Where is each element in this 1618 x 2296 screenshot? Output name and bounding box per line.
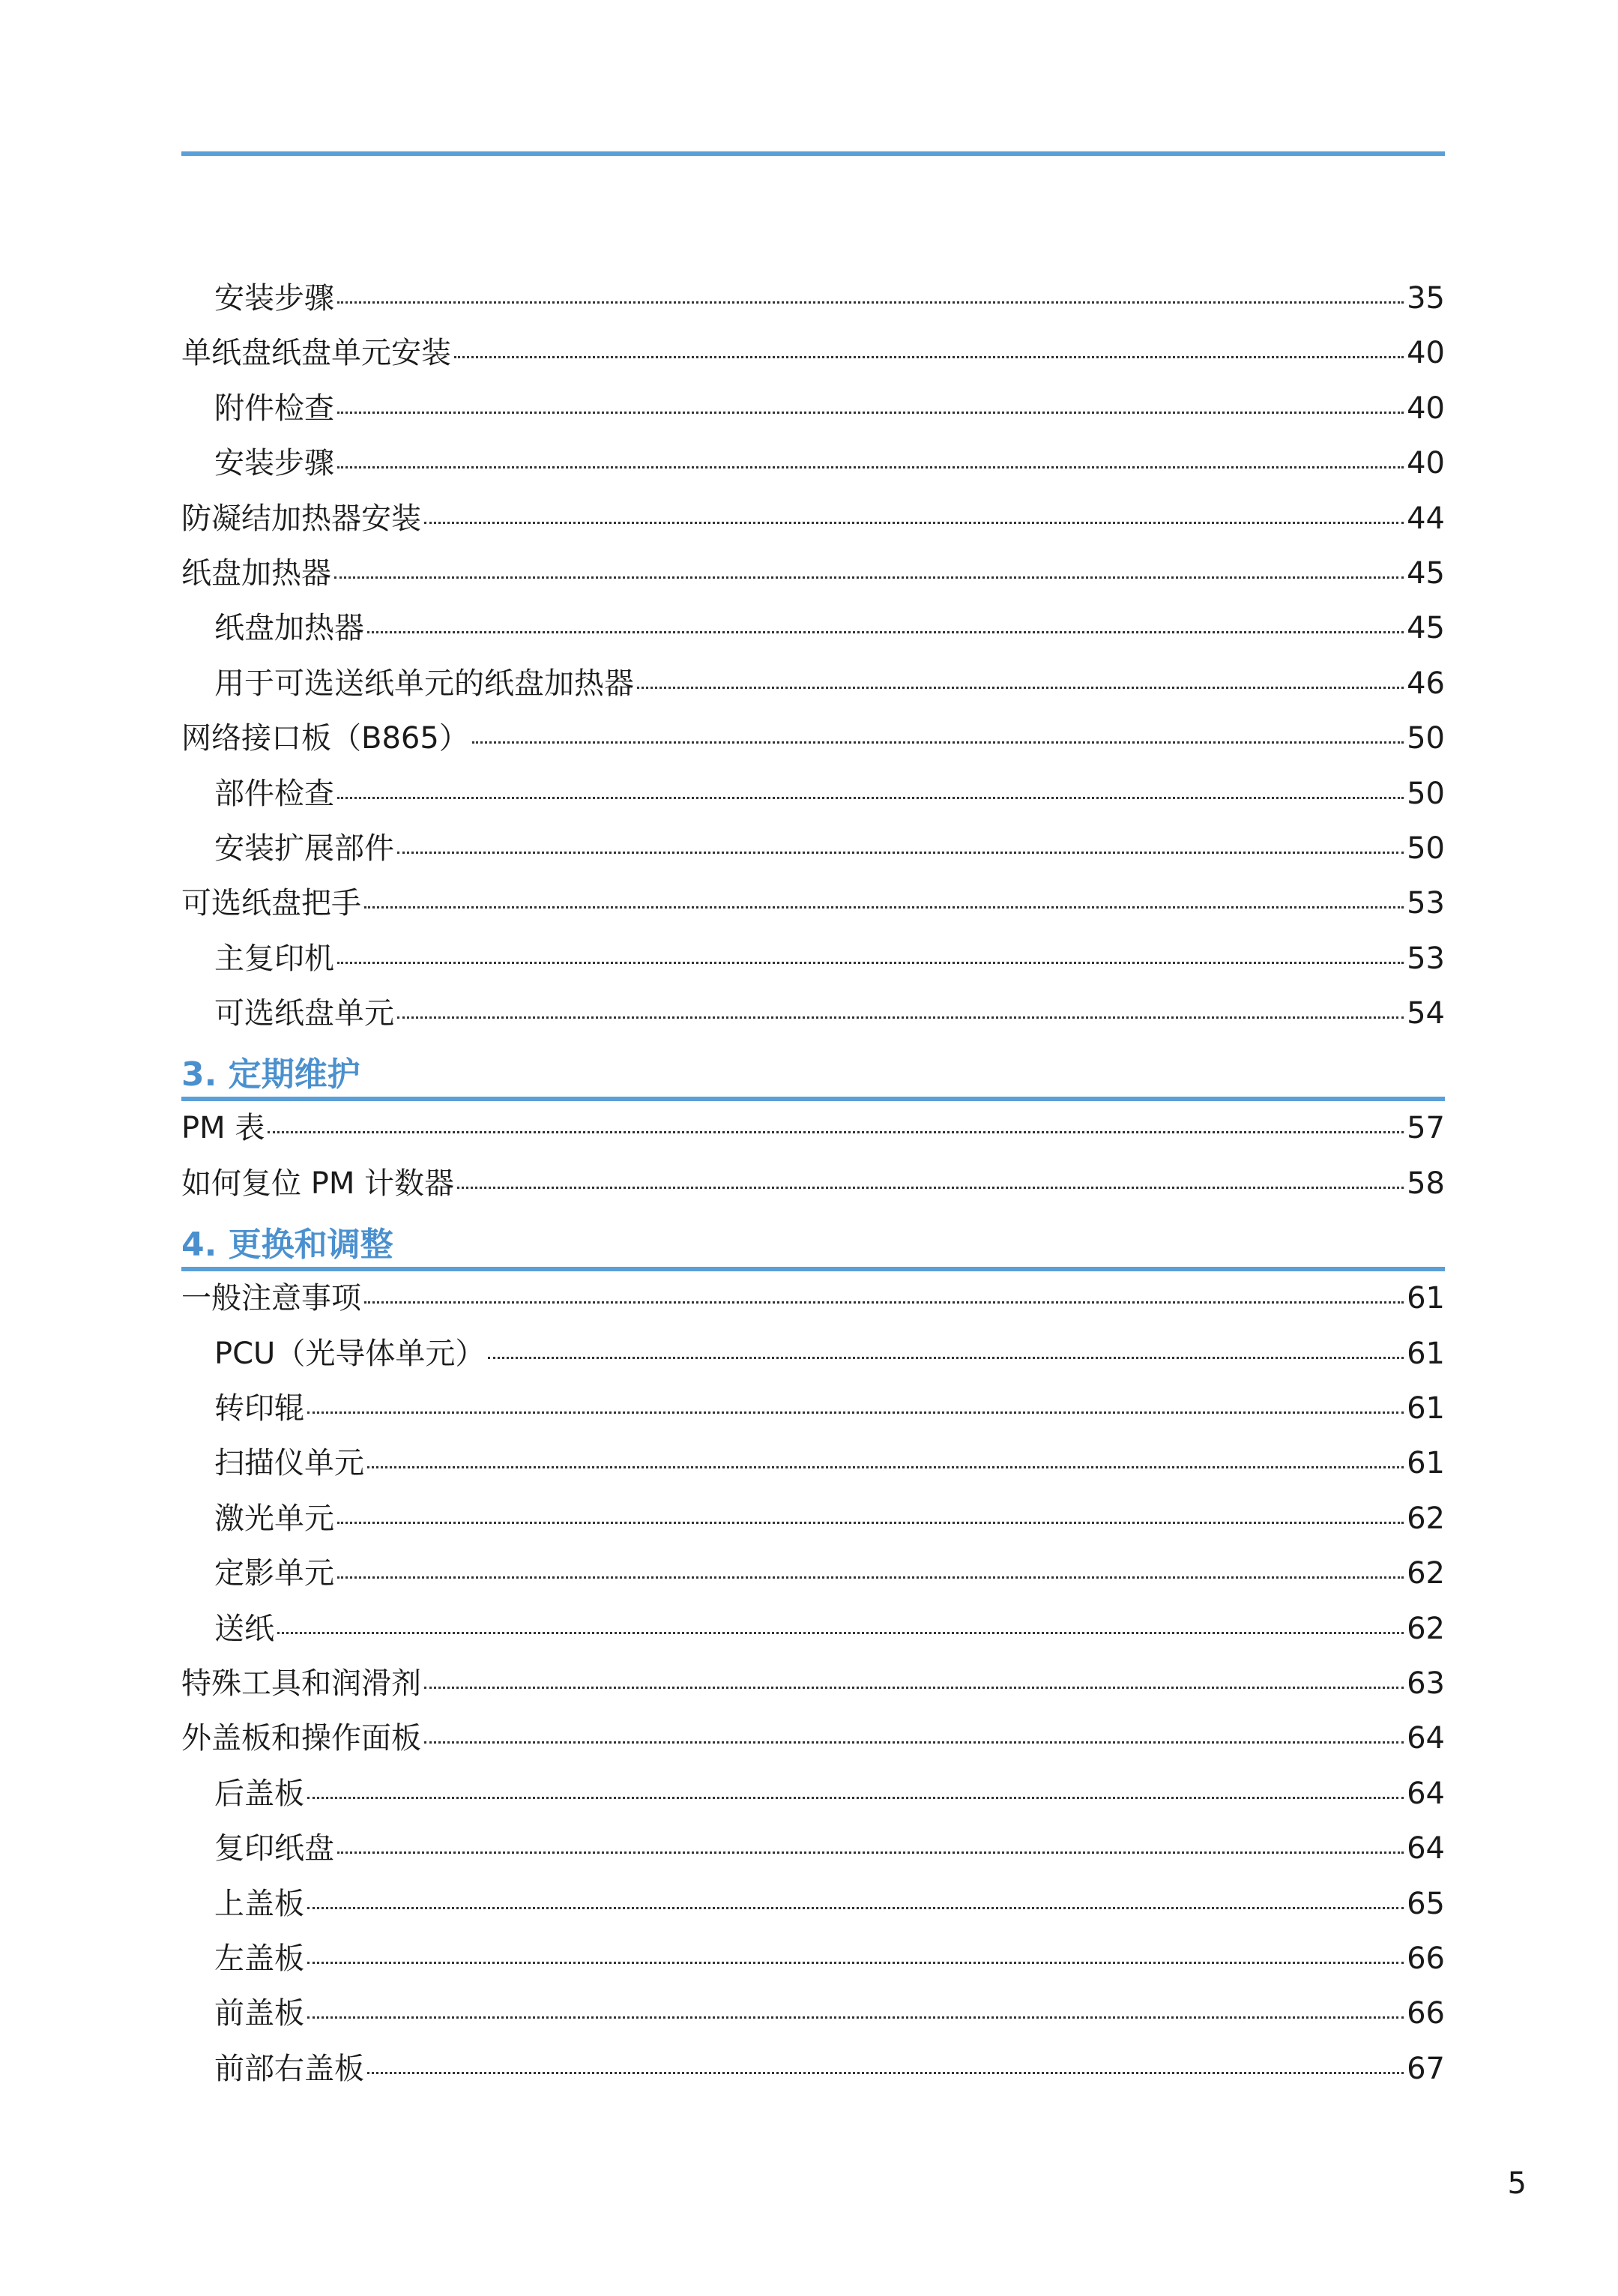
toc-entry-title: PM 表 [181, 1111, 265, 1146]
chapter-heading[interactable]: 4. 更换和调整 [181, 1211, 1445, 1271]
toc-entry-title: 外盖板和操作面板 [181, 1721, 421, 1756]
toc-entry[interactable] [181, 1101, 1445, 1156]
toc-entry-title: 后盖板 [214, 1776, 304, 1811]
toc-entry[interactable] [181, 1711, 1445, 1766]
toc-entry-page: 50 [1407, 776, 1445, 811]
toc-entry[interactable] [181, 546, 1445, 601]
toc-subentry[interactable] [181, 1986, 1445, 2041]
dot-leader [488, 1357, 1404, 1359]
dot-leader [307, 1962, 1404, 1964]
toc-entry[interactable] [181, 1271, 1445, 1326]
toc-entry-title: 送纸 [214, 1611, 274, 1646]
toc-entry-title: PCU（光导体单元） [214, 1336, 486, 1371]
toc-entry-page: 44 [1407, 501, 1445, 536]
toc-entry-page: 61 [1407, 1391, 1445, 1426]
toc-entry-page: 57 [1407, 1111, 1445, 1146]
toc-entry-title: 前盖板 [214, 1996, 304, 2031]
dot-leader [424, 1687, 1404, 1689]
toc-entry-page: 62 [1407, 1501, 1445, 1536]
toc-entry-title: 转印辊 [214, 1391, 304, 1426]
toc-entry-title: 纸盘加热器 [181, 555, 331, 591]
dot-leader [277, 1632, 1404, 1634]
toc-entry-title: 复印纸盘 [214, 1831, 334, 1866]
dot-leader [307, 1907, 1404, 1909]
toc-entry-page: 40 [1407, 336, 1445, 371]
dot-leader [397, 1016, 1404, 1019]
toc-entry-page: 40 [1407, 391, 1445, 426]
dot-leader [337, 1851, 1404, 1854]
toc-entry-page: 46 [1407, 666, 1445, 701]
toc-entry-page: 64 [1407, 1831, 1445, 1866]
dot-leader [337, 962, 1404, 964]
toc-entry-page: 45 [1407, 555, 1445, 591]
toc-entry-page: 50 [1407, 831, 1445, 866]
dot-leader [337, 301, 1404, 304]
toc-entry-page: 61 [1407, 1446, 1445, 1481]
toc-entry-title: 扫描仪单元 [214, 1446, 364, 1481]
dot-leader [337, 466, 1404, 468]
dot-leader [337, 797, 1404, 799]
toc-subentry[interactable] [181, 382, 1445, 436]
dot-leader [424, 522, 1404, 524]
toc-subentry[interactable] [181, 1822, 1445, 1876]
toc-entry-page: 54 [1407, 996, 1445, 1031]
toc-entry-title: 左盖板 [214, 1941, 304, 1976]
toc-subentry[interactable] [181, 986, 1445, 1041]
toc-subentry[interactable] [181, 1767, 1445, 1822]
toc-entry-page: 61 [1407, 1336, 1445, 1371]
toc-entry-page: 66 [1407, 1996, 1445, 2031]
toc-entry-page: 65 [1407, 1886, 1445, 1921]
toc-entry[interactable] [181, 1157, 1445, 1211]
toc-entry-page: 61 [1407, 1281, 1445, 1316]
toc-entry-title: 安装扩展部件 [214, 831, 394, 866]
dot-leader [268, 1131, 1404, 1133]
dot-leader [367, 1466, 1404, 1468]
dot-leader [364, 906, 1404, 909]
toc-entry-title: 特殊工具和润滑剂 [181, 1666, 421, 1701]
toc-entry-title: 附件检查 [214, 391, 334, 426]
toc-entry-page: 67 [1407, 2051, 1445, 2086]
toc-entry-page: 63 [1407, 1666, 1445, 1701]
toc-entry-title: 可选纸盘单元 [214, 996, 394, 1031]
dot-leader [337, 1576, 1404, 1579]
toc-entry-page: 62 [1407, 1611, 1445, 1646]
toc-entry-title: 一般注意事项 [181, 1281, 361, 1316]
toc-entry-page: 45 [1407, 611, 1445, 646]
page-number: 5 [1507, 2166, 1527, 2201]
toc-entry-title: 安装步骤 [214, 446, 334, 481]
toc-entry[interactable] [181, 492, 1445, 546]
header-rule [181, 151, 1445, 156]
toc-entry-page: 62 [1407, 1556, 1445, 1591]
dot-leader [472, 741, 1404, 744]
toc-subentry[interactable] [181, 932, 1445, 986]
toc-entry-page: 66 [1407, 1941, 1445, 1976]
toc-entry-page: 53 [1407, 886, 1445, 921]
toc-subentry[interactable] [181, 436, 1445, 491]
toc-entry-page: 50 [1407, 721, 1445, 756]
toc-entry-title: 可选纸盘把手 [181, 886, 361, 921]
toc-subentry[interactable] [181, 657, 1445, 711]
toc-subentry[interactable] [181, 1436, 1445, 1491]
toc-entry-page: 35 [1407, 281, 1445, 316]
toc-entry[interactable] [181, 711, 1445, 766]
toc-entry-page: 64 [1407, 1721, 1445, 1756]
toc-entry-page: 64 [1407, 1776, 1445, 1811]
toc-subentry[interactable] [181, 1492, 1445, 1546]
toc-entry-title: 单纸盘纸盘单元安装 [181, 336, 451, 371]
toc-entry-page: 53 [1407, 941, 1445, 976]
toc-subentry[interactable] [181, 1877, 1445, 1932]
dot-leader [337, 412, 1404, 414]
dot-leader [424, 1741, 1404, 1744]
toc-entry-title: 纸盘加热器 [214, 611, 364, 646]
toc-entry-title: 部件检查 [214, 776, 334, 811]
toc-entry-title: 防凝结加热器安装 [181, 501, 421, 536]
toc-entry-title: 前部右盖板 [214, 2051, 364, 2086]
dot-leader [364, 1301, 1404, 1304]
toc-subentry[interactable] [181, 1381, 1445, 1436]
toc-entry-title: 用于可选送纸单元的纸盘加热器 [214, 666, 634, 701]
toc-subentry[interactable] [181, 1602, 1445, 1657]
dot-leader [457, 1187, 1404, 1189]
toc-subentry[interactable] [181, 1546, 1445, 1601]
dot-leader [367, 631, 1404, 633]
toc-entry-title: 主复印机 [214, 941, 334, 976]
dot-leader [397, 852, 1404, 854]
toc-subentry[interactable] [181, 1932, 1445, 1986]
toc-subentry[interactable] [181, 822, 1445, 876]
dot-leader [454, 356, 1404, 358]
toc-entry-title: 如何复位 PM 计数器 [181, 1166, 455, 1201]
dot-leader [334, 576, 1404, 579]
toc-subentry[interactable] [181, 271, 1445, 326]
toc-subentry[interactable] [181, 2042, 1445, 2097]
dot-leader [337, 1522, 1404, 1524]
toc-entry-title: 网络接口板（B865） [181, 721, 469, 756]
toc-entry[interactable] [181, 326, 1445, 381]
dot-leader [367, 2072, 1404, 2074]
toc-entry-title: 上盖板 [214, 1886, 304, 1921]
dot-leader [307, 1411, 1404, 1414]
toc-entry[interactable] [181, 876, 1445, 931]
toc-entry-page: 40 [1407, 446, 1445, 481]
dot-leader [307, 2016, 1404, 2019]
table-of-contents [181, 271, 1445, 2097]
toc-subentry[interactable] [181, 767, 1445, 822]
toc-entry-title: 激光单元 [214, 1501, 334, 1536]
toc-entry-page: 58 [1407, 1166, 1445, 1201]
toc-subentry[interactable] [181, 1327, 1445, 1381]
toc-entry-title: 安装步骤 [214, 281, 334, 316]
toc-entry[interactable] [181, 1657, 1445, 1711]
chapter-heading[interactable]: 3. 定期维护 [181, 1041, 1445, 1101]
toc-subentry[interactable] [181, 601, 1445, 656]
dot-leader [637, 687, 1404, 689]
dot-leader [307, 1797, 1404, 1799]
toc-entry-title: 定影单元 [214, 1556, 334, 1591]
